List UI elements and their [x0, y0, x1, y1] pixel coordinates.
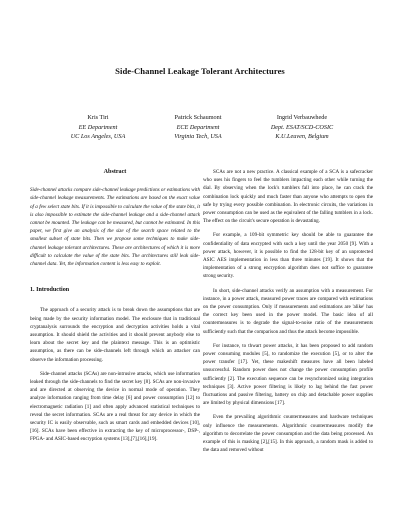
- paragraph: The approach of a security attack is to break down the assumptions that are being made by the security information model. The enclosure that in traditional cryptanalysis surrounds the encryption and decryption activities holds a vital assumption. It should shield the activities and it should prevent anybody else to learn about the secret key and the plaintext message. This is an optimistic assumption, as there can be side-channels left through which an attacker can observe the information processing.: [30, 307, 200, 363]
- author-name: Kris Tiri: [87, 114, 109, 121]
- paper-title: Side-Channel Leakage Tolerant Architectures: [115, 66, 285, 76]
- author-department: Dept. ESAT/SCD-COSIC: [270, 123, 334, 131]
- author-name: Ingrid Verbauwhede: [276, 114, 328, 121]
- author-department: EE Department: [78, 123, 118, 131]
- section-heading: 1. Introduction: [30, 287, 70, 294]
- author-name: Patrick Schaumont: [174, 114, 222, 121]
- author-institution: UC Los Angeles, USA: [70, 133, 126, 141]
- paragraph: For example, a 109-bit symmetric key should be able to guarantee the confidentiality of data encrypted with such a key until the year 2050 [9]. With a power attack, however, it is possible to find the 128-bit key of an unprotected ASIC AES implementation in less than three minutes [19]. It shows that the implementation of a strong encryption algorithm does not suffice to guarantee strong security.: [203, 232, 373, 280]
- right-column: [203, 168, 373, 461]
- author-block-2: [138, 113, 258, 142]
- left-column: [30, 168, 200, 450]
- paragraph: Even the prevailing algorithmic countermeasures and hardware techniques only influence the measurements. Algorithmic countermeasures modify the algorithm to decorrelate the power consumption and the data being processed. An example of this is masking [2],[15]. In this approach, a random mask is added to the data and removed without: [203, 414, 373, 454]
- author-department: ECE Department: [176, 123, 220, 131]
- paragraph: SCAs are not a new practice. A classical example of a SCA is a safecracker who uses his fingers to feel the tumblers impacting each other while turning the dial. By observing when the lock's tumblers fall into place, he can crack the combination lock quickly and much faster than anyone who attempts to open the safe by trying every possible combination. In electronic circuits, the variations in power consumption can be used as the equivalent of the falling tumblers in a lock. The effect on the circuit's secure operation is devastating.: [203, 169, 373, 225]
- paragraph: For instance, to thwart power attacks, it has been proposed to add random power consuming modules [5], to randomize the execution [5], or to alter the power transfer [17]. Yet, these makeshift measures have all been labeled unsuccessful. Random power does not change the power consumption profile sufficiently [2]. The execution sequence can be resynchronized using integration techniques [3]. Active power filtering is likely to lag behind the fast power fluctuations and passive filtering, battery on chip and detachable power supplies are limited by physical dimensions [17].: [203, 342, 373, 407]
- paragraph: In short, side-channel attacks verify an assumption with a measurement. For instance, in a power attack, measured power traces are compared with estimations on the power consumption. Only if measurements and estimations are 'alike' has the correct key been used in the power model. The basic idea of all countermeasures is to degrade the signal-to-noise ratio of the measurements sufficiently such that the comparison and thus the attack become impossible.: [203, 287, 373, 335]
- abstract-heading: Abstract: [103, 169, 127, 175]
- paragraph: Side-channel attacks (SCAs) are non-intrusive attacks, which use information leaked through the side-channels to find the secret key [8]. SCAs are non-invasive and are directed at observing the device in normal mode of operation. They analyze information ranging from time delay [6] and power consumption [12] to electromagnetic radiation [1] and often apply advanced statistical techniques to reveal the secret information. SCAs are a real threat for any device in which the security IC is easily observable, such as smart cards and embedded devices [10],[16]. SCAs have been effective in extracting the key of microprocessor-, DSP-, FPGA- and ASIC-based encryption systems [13],[7],[16],[19].: [30, 370, 200, 443]
- author-block-3: [242, 113, 362, 142]
- abstract-text: Side-channel attacks compare side-channel leakage predictions or estimations with side-channel leakage measurements. The estimations are based on the exact value of a few select state bits. If it is impossible to calculate the value of the state bits, it is also impossible to estimate the side-channel leakage and a side-channel attack cannot be mounted. The leakage can be measured, but cannot be estimated. In this paper, we first give an analysis of the size of the search space related to the smallest subset of state bits. Then we propose some techniques to make side-channel leakage tolerant architectures. These are architectures of which it is more difficult to calculate the value of the state bits. The architectures still leak side-channel data. Yet, the information content is less easy to exploit.: [30, 187, 200, 268]
- author-institution: Virginia Tech, USA: [174, 133, 222, 141]
- author-institution: K.U.Leuven, Belgium: [275, 133, 329, 141]
